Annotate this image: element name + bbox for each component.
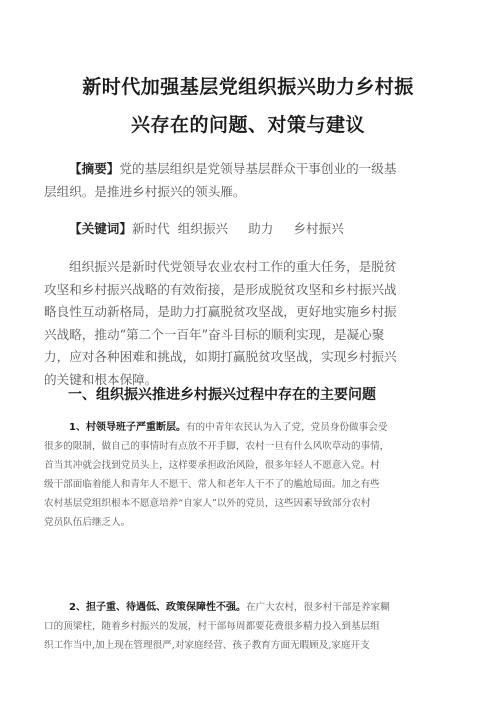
abstract-text-1: 党的基层组织是党领导基层群众干事创业的一级基 [119, 161, 397, 176]
point-2-line: 在广大农村，很多村干部是养家糊 [245, 602, 390, 613]
document-title-line-2: 兴存在的问题、对策与建议 [130, 114, 365, 136]
point-1-line: 首当其冲就会找到党员头上，这样要承担政治风险，很多年轻人不愿意入党。村 [44, 460, 380, 471]
abstract-label: 【摘要】 [69, 161, 120, 176]
document-title-line-1: 新时代加强基层党组织振兴助力乡村振 [82, 76, 414, 98]
intro-line: 攻坚和乡村振兴战略的有效衔接，是形成脱贫攻坚和乡村振兴战 [44, 281, 397, 297]
keywords-label: 【关键词】 [69, 221, 132, 236]
keyword-item: 新时代 [131, 221, 170, 236]
point-2-line: 口的顶梁柱，随着乡村振兴的发展，村干部每周都要花费很多精力投入到基层组 [44, 621, 380, 632]
intro-line: 兴战略，推动“第二个一百年”奋斗目标的顺利实现，是凝心聚 [44, 326, 385, 342]
point-2-paragraph [44, 598, 464, 655]
point-1-line: 党员队伍后继乏人。 [44, 517, 131, 528]
keyword-item: 乡村振兴 [293, 221, 344, 236]
point-2-line: 织工作当中,加上现在管理很严,对家庭经营、孩子教育方面无暇顾及,家庭开支 [44, 640, 370, 651]
abstract-paragraph [44, 158, 464, 203]
point-2-title: 2、担子重、待遇低、政策保障性不强。 [69, 602, 246, 613]
point-1-paragraph [44, 418, 464, 532]
point-1-title: 1、村领导班子严重断层。 [69, 422, 186, 433]
abstract-text-2: 层组织。是推进乡村振兴的领头雁。 [44, 183, 246, 199]
intro-paragraph [44, 256, 464, 391]
intro-line: 力，应对各种困难和挑战，如期打赢脱贫攻坚战，实现乡村振兴 [44, 349, 397, 364]
point-1-line: 有的中青年农民认为入了党，党员身份做事会受 [185, 422, 388, 433]
intro-line: 的关键和根本保障。 [44, 371, 158, 387]
point-1-line: 很多的限制，做自己的事情时有点放不开手脚，农村一旦有什么风吹草动的事情， [44, 441, 390, 452]
section-heading: 一、组织振兴推进乡村振兴过程中存在的主要问题 [68, 387, 376, 403]
intro-line: 略良性互动新格局，是助力打赢脱贫攻坚战，更好地实施乡村振 [44, 304, 397, 319]
abstract-line-1 [44, 158, 464, 181]
keyword-item: 助力 [248, 221, 274, 236]
intro-line: 组织振兴是新时代党领导农业农村工作的重大任务，是脱贫 [69, 259, 397, 274]
point-1-line: 级干部面临着能人和青年人不愿干、常人和老年人干不了的尴尬局面。加之有些 [44, 479, 380, 490]
keywords-line [44, 218, 464, 241]
point-1-line: 农村基层党组织根本不愿意培养“自家人”以外的党员，这些因素导致部分农村 [44, 498, 371, 509]
keyword-item: 组织振兴 [177, 221, 229, 236]
